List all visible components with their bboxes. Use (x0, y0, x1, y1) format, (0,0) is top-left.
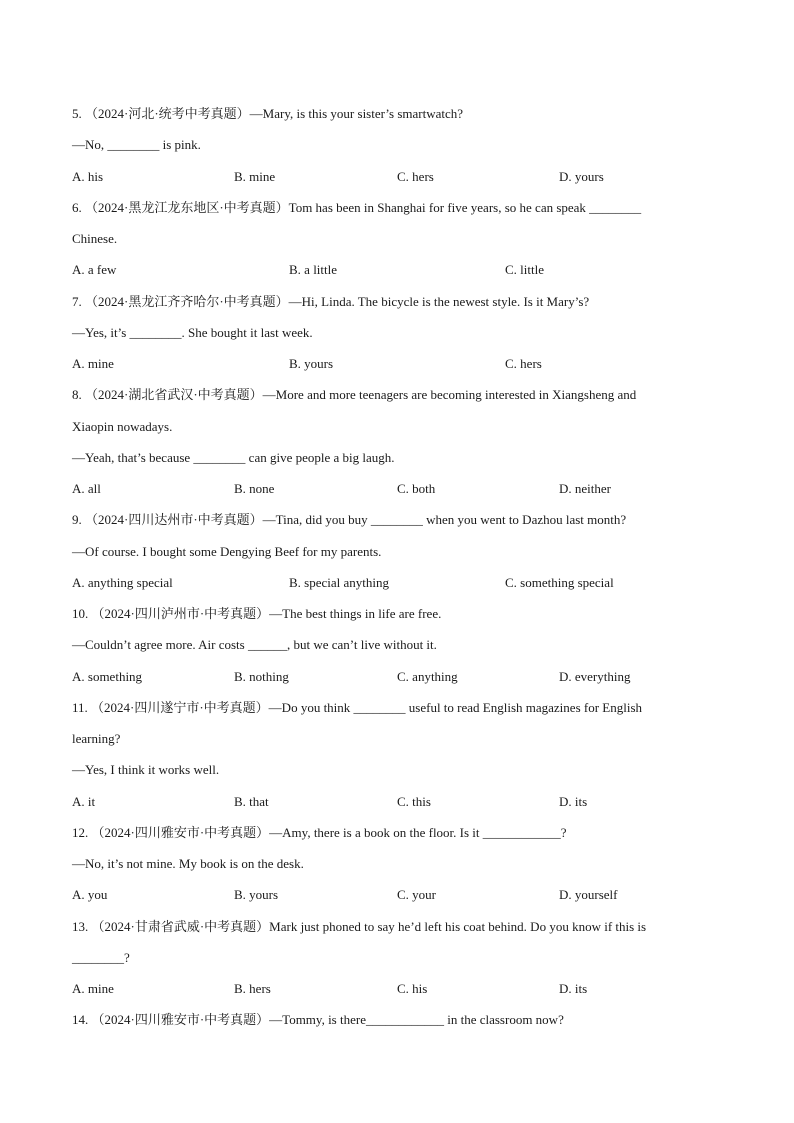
question-stem: 8. （2024·湖北省武汉·中考真题）—More and more teenagers are becoming interested in Xiangsheng and (72, 387, 637, 403)
answer-option: D. yours (559, 168, 604, 184)
options-row (72, 473, 722, 504)
question-stem: 12. （2024·四川雅安市·中考真题）—Amy, there is a book on the floor. Is it ____________? (72, 824, 567, 840)
answer-option: C. anything (397, 668, 458, 684)
options-row (72, 161, 722, 192)
question-block (72, 504, 722, 598)
question-stem: 6. （2024·黑龙江龙东地区·中考真题）Tom has been in Shanghai for five years, so he can speak ________ (72, 199, 642, 215)
answer-option: D. everything (559, 668, 631, 684)
question-stem: 7. （2024·黑龙江齐齐哈尔·中考真题）—Hi, Linda. The bicycle is the newest style. Is it Mary’s? (72, 293, 590, 309)
options-row (72, 973, 722, 1004)
question-line: —No, ________ is pink. (72, 137, 201, 153)
answer-option: B. nothing (234, 668, 289, 684)
answer-option: B. hers (234, 981, 271, 996)
question-line: learning? (72, 731, 121, 746)
question-line: —Of course. I bought some Dengying Beef for my parents. (72, 543, 382, 559)
question-stem: 10. （2024·四川泸州市·中考真题）—The best things in life are free. (72, 606, 442, 621)
question-line: —Yes, I think it works well. (72, 762, 220, 778)
question-block (72, 1004, 722, 1035)
question-line: —Yes, it’s ________. She bought it last week. (72, 324, 313, 340)
answer-option: C. this (397, 793, 431, 809)
question-block (72, 379, 722, 504)
options-row (72, 254, 722, 285)
answer-option: C. hers (397, 168, 434, 184)
answer-option: D. neither (559, 481, 611, 496)
answer-option: B. yours (289, 356, 334, 371)
question-block (72, 192, 722, 286)
answer-option: A. mine (72, 981, 114, 996)
question-block (72, 98, 722, 192)
question-block (72, 286, 722, 380)
question-line: Chinese. (72, 231, 118, 246)
answer-option: A. all (72, 481, 101, 496)
answer-option: B. yours (234, 887, 279, 903)
options-row (72, 879, 722, 910)
answer-option: C. something special (505, 574, 614, 590)
question-block (72, 598, 722, 692)
answer-option: C. hers (505, 356, 542, 371)
answer-option: C. both (397, 481, 436, 496)
answer-option: D. its (559, 793, 588, 809)
question-stem: 11. （2024·四川遂宁市·中考真题）—Do you think ________ useful to read English magazines for English (72, 699, 643, 715)
answer-option: A. his (72, 168, 104, 184)
answer-option: A. it (72, 793, 96, 809)
options-row (72, 348, 722, 379)
question-line: ________? (72, 949, 130, 965)
answer-option: B. special anything (289, 574, 390, 590)
question-stem: 13. （2024·甘肃省武威·中考真题）Mark just phoned to say he’d left his coat behind. Do you know if this is (72, 918, 647, 934)
worksheet-page (72, 98, 722, 1036)
answer-option: A. you (72, 887, 108, 903)
answer-option: B. a little (289, 262, 338, 278)
answer-option: D. yourself (559, 887, 618, 903)
question-line: —Couldn’t agree more. Air costs ______, but we can’t live without it. (72, 637, 437, 653)
answer-option: C. his (397, 981, 428, 996)
question-line: —No, it’s not mine. My book is on the desk. (72, 856, 304, 871)
answer-option: C. little (505, 262, 544, 278)
question-block (72, 911, 722, 1005)
options-row (72, 786, 722, 817)
question-block (72, 817, 722, 911)
answer-option: C. your (397, 887, 436, 903)
answer-option: B. mine (234, 168, 276, 184)
answer-option: A. something (72, 668, 143, 684)
answer-option: B. that (234, 793, 269, 809)
answer-option: B. none (234, 481, 275, 496)
question-line: Xiaopin nowadays. (72, 418, 173, 434)
question-stem: 9. （2024·四川达州市·中考真题）—Tina, did you buy ________ when you went to Dazhou last month? (72, 512, 627, 528)
answer-option: A. mine (72, 356, 114, 371)
answer-option: A. anything special (72, 574, 173, 590)
question-stem: 14. （2024·四川雅安市·中考真题）—Tommy, is there____________ in the classroom now? (72, 1012, 564, 1028)
answer-option: A. a few (72, 262, 117, 278)
question-line: —Yeah, that’s because ________ can give people a big laugh. (72, 449, 395, 465)
answer-option: D. its (559, 981, 588, 996)
question-block (72, 692, 722, 817)
options-row (72, 567, 722, 598)
options-row (72, 661, 722, 692)
question-stem: 5. （2024·河北·统考中考真题）—Mary, is this your sister’s smartwatch? (72, 106, 464, 121)
